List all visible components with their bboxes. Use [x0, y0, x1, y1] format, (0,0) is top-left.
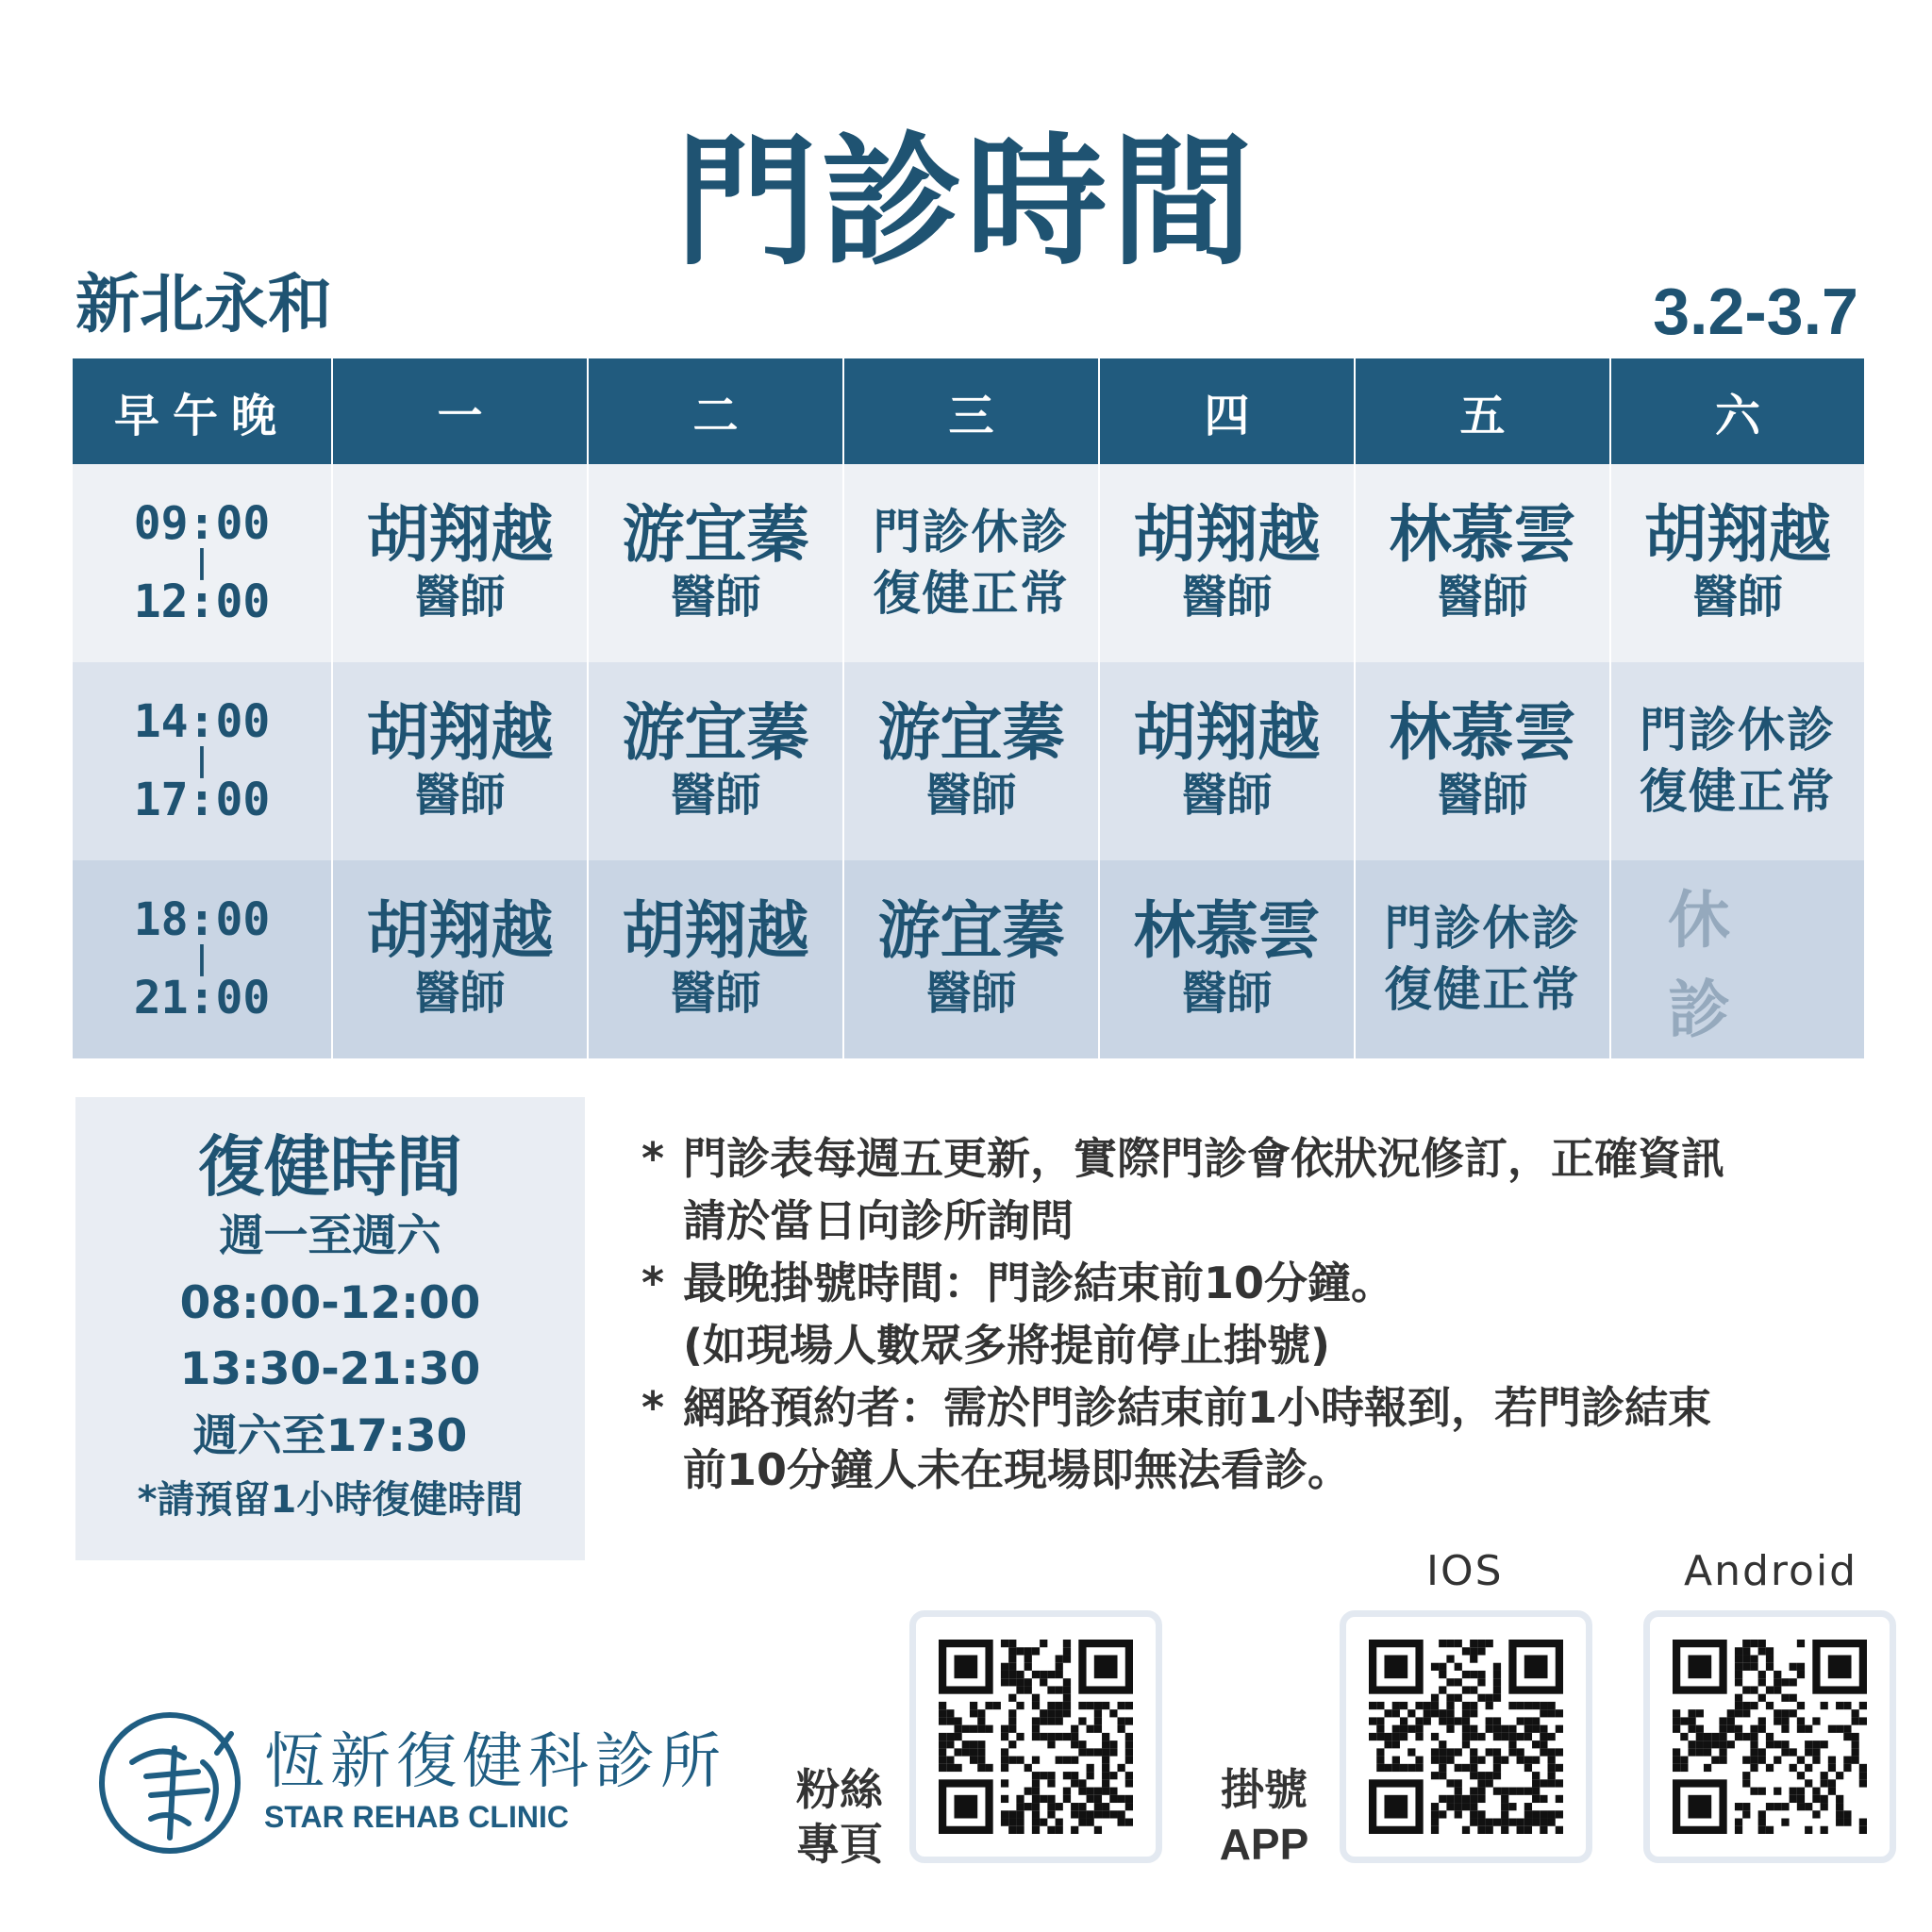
- doctor-title: 醫師: [414, 966, 506, 1020]
- qr-fanpage[interactable]: [909, 1610, 1162, 1863]
- doctor-cell: [842, 860, 1098, 1058]
- note-item: [641, 1376, 1868, 1501]
- table-row: [73, 860, 1864, 1058]
- rehab-note: *請預留1小時復健時間: [137, 1478, 524, 1522]
- time-start: 14:00: [133, 695, 271, 749]
- qr-android[interactable]: [1643, 1610, 1896, 1863]
- time-cell: [73, 860, 331, 1058]
- header-day: 三: [842, 358, 1098, 464]
- doctor-title: 醫師: [1437, 768, 1528, 822]
- note-line: (如現場人數眾多將提前停止掛號): [683, 1320, 1331, 1371]
- app-label: 掛號 APP: [1219, 1764, 1309, 1869]
- doctor-name: 林慕雲: [1389, 497, 1576, 571]
- time-end: 21:00: [133, 971, 271, 1024]
- page-title: 門診時間: [675, 121, 1257, 285]
- time-end: 12:00: [133, 575, 271, 628]
- clinic-name-english: STAR REHAB CLINIC: [264, 1800, 569, 1834]
- doctor-title: 醫師: [670, 966, 761, 1020]
- rehab-saturday: 週六至17:30: [192, 1409, 468, 1462]
- doctor-cell: [331, 662, 587, 860]
- doctor-name: 胡翔越: [366, 695, 554, 769]
- time-separator: |: [195, 741, 208, 780]
- note-line: 前10分鐘人未在現場即無法看診。: [683, 1444, 1352, 1495]
- doctor-cell: [331, 860, 587, 1058]
- clinic-closed-cell: [1609, 662, 1864, 860]
- doctor-cell: [587, 860, 842, 1058]
- table-row: [73, 464, 1864, 662]
- asterisk-icon: *: [641, 1257, 665, 1308]
- doctor-cell: [1098, 464, 1354, 662]
- qr-code-icon: [1673, 1640, 1867, 1834]
- rehab-title: 復健時間: [198, 1128, 462, 1206]
- day-off-cell: [1609, 860, 1864, 1058]
- doctor-title: 醫師: [670, 570, 761, 624]
- header-day: 六: [1609, 358, 1864, 464]
- fanpage-label: 粉絲 專頁: [796, 1764, 883, 1870]
- header-day: 五: [1354, 358, 1609, 464]
- time-separator: |: [195, 543, 208, 582]
- closed-line: 門診休診: [873, 505, 1070, 559]
- android-label: Android: [1684, 1547, 1858, 1595]
- qr-code-icon: [1369, 1640, 1563, 1834]
- qr-ios[interactable]: [1340, 1610, 1592, 1863]
- doctor-cell: [331, 464, 587, 662]
- rehab-days: 週一至週六: [219, 1210, 441, 1262]
- notes-list: [641, 1127, 1868, 1501]
- time-cell: [73, 662, 331, 860]
- rehab-open-line: 復健正常: [1640, 764, 1836, 819]
- doctor-title: 醫師: [670, 768, 761, 822]
- doctor-cell: [1354, 464, 1609, 662]
- doctor-title: 醫師: [1691, 570, 1783, 624]
- doctor-title: 醫師: [414, 768, 506, 822]
- clinic-closed-cell: [1354, 860, 1609, 1058]
- time-end: 17:00: [133, 773, 271, 826]
- date-range: 3.2-3.7: [1653, 275, 1858, 348]
- doctor-name: 胡翔越: [1133, 497, 1321, 571]
- doctor-cell: [587, 464, 842, 662]
- doctor-name: 游宜蓁: [622, 497, 809, 571]
- schedule-table: [73, 358, 1864, 1058]
- day-off-label: 休診: [1668, 884, 1787, 1046]
- qr-code-icon: [939, 1640, 1133, 1834]
- doctor-name: 林慕雲: [1133, 893, 1321, 967]
- time-cell: [73, 464, 331, 662]
- rehab-slot-2: 13:30-21:30: [179, 1343, 481, 1395]
- doctor-title: 醫師: [1437, 570, 1528, 624]
- location-label: 新北永和: [75, 268, 333, 342]
- doctor-name: 游宜蓁: [622, 695, 809, 769]
- doctor-name: 游宜蓁: [877, 695, 1065, 769]
- clinic-name-chinese: 恆新復健科診所: [264, 1727, 726, 1797]
- doctor-title: 醫師: [1181, 768, 1273, 822]
- header-day: 四: [1098, 358, 1354, 464]
- clinic-closed-cell: [842, 464, 1098, 662]
- doctor-cell: [1354, 662, 1609, 860]
- rehab-hours-box: [75, 1097, 585, 1560]
- header-day: 一: [331, 358, 587, 464]
- asterisk-icon: *: [641, 1133, 665, 1184]
- doctor-name: 胡翔越: [366, 893, 554, 967]
- doctor-cell: [587, 662, 842, 860]
- closed-line: 門診休診: [1384, 901, 1581, 956]
- rehab-slot-1: 08:00-12:00: [179, 1276, 481, 1329]
- time-start: 09:00: [133, 497, 271, 551]
- doctor-cell: [1609, 464, 1864, 662]
- rehab-open-line: 復健正常: [1384, 962, 1581, 1017]
- doctor-title: 醫師: [1181, 570, 1273, 624]
- doctor-name: 胡翔越: [622, 893, 809, 967]
- note-line: 網路預約者：需於門診結束前1小時報到，若門診結束: [683, 1382, 1712, 1433]
- doctor-name: 游宜蓁: [877, 893, 1065, 967]
- doctor-name: 胡翔越: [1644, 497, 1831, 571]
- doctor-title: 醫師: [1181, 966, 1273, 1020]
- note-item: [641, 1252, 1868, 1376]
- doctor-title: 醫師: [414, 570, 506, 624]
- doctor-title: 醫師: [925, 966, 1017, 1020]
- table-header: [73, 358, 1864, 464]
- rehab-open-line: 復健正常: [873, 566, 1070, 621]
- header-day: 二: [587, 358, 842, 464]
- note-line: 請於當日向診所詢問: [683, 1195, 1074, 1246]
- note-item: [641, 1127, 1868, 1252]
- doctor-name: 胡翔越: [1133, 695, 1321, 769]
- doctor-name: 胡翔越: [366, 497, 554, 571]
- table-row: [73, 662, 1864, 860]
- time-separator: |: [195, 940, 208, 978]
- note-line: 門診表每週五更新，實際門診會依狀況修訂，正確資訊: [683, 1133, 1724, 1184]
- ios-label: IOS: [1426, 1547, 1504, 1595]
- clinic-logo-icon: [94, 1706, 250, 1861]
- time-start: 18:00: [133, 893, 271, 947]
- header-period: 早午晚: [113, 389, 290, 442]
- doctor-cell: [842, 662, 1098, 860]
- doctor-cell: [1098, 662, 1354, 860]
- doctor-title: 醫師: [925, 768, 1017, 822]
- note-line: 最晚掛號時間：門診結束前10分鐘。: [683, 1257, 1395, 1308]
- asterisk-icon: *: [641, 1382, 665, 1433]
- doctor-name: 林慕雲: [1389, 695, 1576, 769]
- closed-line: 門診休診: [1640, 703, 1836, 758]
- doctor-cell: [1098, 860, 1354, 1058]
